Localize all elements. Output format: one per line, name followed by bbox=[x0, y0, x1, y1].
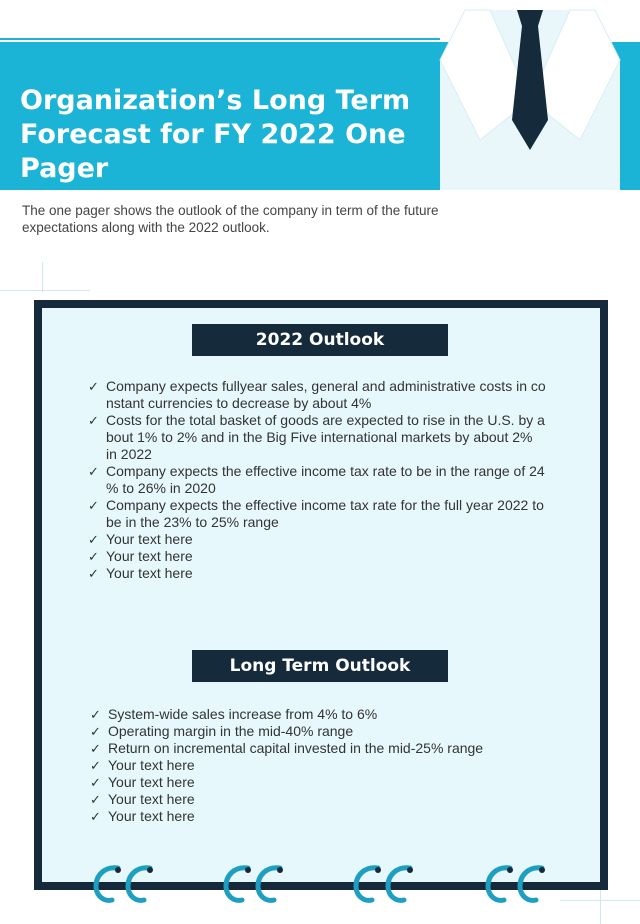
long-term-outlook-list bbox=[90, 706, 556, 825]
header-rule bbox=[0, 38, 440, 40]
outlook-2022-list bbox=[88, 378, 554, 582]
checkmark-icon: ✓ bbox=[88, 379, 99, 394]
intro-text bbox=[22, 202, 482, 236]
list-item: ✓ Your text here bbox=[88, 565, 193, 581]
checkmark-icon: ✓ bbox=[90, 758, 101, 773]
binder-ring-icon bbox=[488, 868, 510, 901]
checkmark-icon: ✓ bbox=[88, 566, 99, 581]
checkmark-icon: ✓ bbox=[90, 724, 101, 739]
shirt-tie-icon bbox=[420, 0, 640, 190]
binder-ring-icon bbox=[356, 868, 378, 901]
list-item: ✓ Costs for the total basket of goods are expected to rise in the U.S. by a bout 1% to 2% and in the Big Five international markets by about 2% in 2022 bbox=[88, 412, 545, 462]
decor-line bbox=[0, 290, 90, 291]
decor-line bbox=[42, 262, 43, 292]
list-item: ✓ Operating margin in the mid-40% range bbox=[90, 723, 354, 739]
intro-line-2: expectations along with the 2022 outlook. bbox=[22, 220, 270, 235]
title-line-2: Forecast for FY 2022 One Pager bbox=[20, 119, 406, 184]
checkmark-icon: ✓ bbox=[90, 809, 101, 824]
list-item: ✓ Your text here bbox=[90, 808, 195, 824]
binder-ring-icon bbox=[96, 868, 118, 901]
list-item: ✓ System-wide sales increase from 4% to 6% bbox=[90, 706, 378, 722]
checkmark-icon: ✓ bbox=[90, 792, 101, 807]
list-item: ✓ Company expects fullyear sales, general and administrative costs in co nstant currencies to decrease by about 4% bbox=[88, 378, 546, 411]
intro-line-1: The one pager shows the outlook of the company in term of the future bbox=[22, 203, 439, 218]
list-item: ✓ Your text here bbox=[90, 774, 195, 790]
list-item: ✓ Your text here bbox=[88, 548, 193, 564]
checkmark-icon: ✓ bbox=[88, 549, 99, 564]
section-heading-2022-outlook: 2022 Outlook bbox=[192, 324, 448, 356]
checkmark-icon: ✓ bbox=[88, 532, 99, 547]
checkmark-icon: ✓ bbox=[90, 775, 101, 790]
checkmark-icon: ✓ bbox=[88, 498, 99, 513]
binder-ring-icon bbox=[388, 868, 410, 901]
section-heading-long-term-outlook: Long Term Outlook bbox=[192, 650, 448, 682]
binder-ring-icon bbox=[128, 868, 150, 901]
list-item: ✓ Return on incremental capital invested in the mid-25% range bbox=[90, 740, 484, 756]
list-item: ✓ Your text here bbox=[90, 757, 195, 773]
list-item: ✓ Company expects the effective income tax rate to be in the range of 24 % to 26% in 2020 bbox=[88, 463, 545, 496]
binder-ring-icon bbox=[258, 868, 280, 901]
page-title bbox=[20, 84, 460, 186]
checkmark-icon: ✓ bbox=[90, 741, 101, 756]
binder-rings bbox=[0, 858, 640, 908]
title-line-1: Organization’s Long Term bbox=[20, 85, 411, 116]
binder-ring-icon bbox=[226, 868, 248, 901]
binder-ring-icon bbox=[520, 868, 542, 901]
list-item: ✓ Company expects the effective income tax rate for the full year 2022 to be in the 23% to 25% range bbox=[88, 497, 544, 530]
checkmark-icon: ✓ bbox=[88, 464, 99, 479]
checkmark-icon: ✓ bbox=[90, 707, 101, 722]
checkmark-icon: ✓ bbox=[88, 413, 99, 428]
list-item: ✓ Your text here bbox=[90, 791, 195, 807]
list-item: ✓ Your text here bbox=[88, 531, 193, 547]
